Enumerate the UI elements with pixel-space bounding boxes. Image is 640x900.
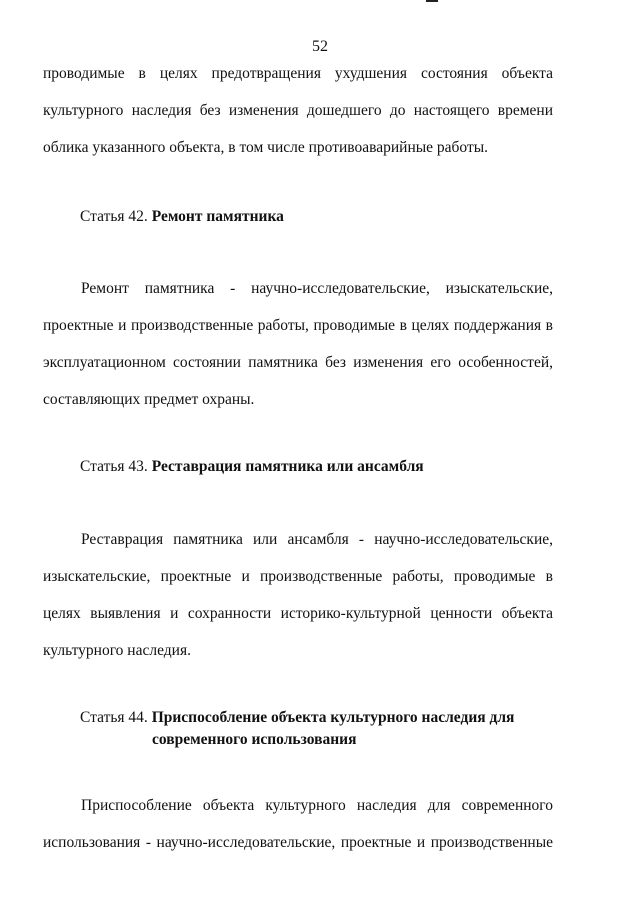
paragraph-line: культурного наследия без изменения дошедшего до настоящего времени [43, 102, 553, 119]
paragraph-line: проводимые в целях предотвращения ухудшения состояния объекта [43, 65, 553, 82]
article-43-body [43, 521, 553, 669]
paragraph-line: культурного наследия. [43, 642, 191, 659]
paragraph-line: облика указанного объекта, в том числе противоаварийные работы. [43, 139, 489, 156]
paragraph-line: использования - научно-исследовательские, проектные и производственные [43, 834, 553, 851]
paragraph-line: изыскательские, проектные и производственные работы, проводимые в [43, 568, 553, 585]
paragraph-line: проектные и производственные работы, проводимые в целях поддержания в [43, 317, 553, 334]
page-number: 52 [312, 38, 328, 55]
article-title: Ремонт памятника [151, 208, 284, 225]
article-43-heading [80, 456, 560, 478]
paragraph-line: составляющих предмет охраны. [43, 391, 255, 408]
intro-paragraph [43, 55, 553, 166]
article-42-heading [80, 206, 560, 228]
article-title: Приспособление объекта культурного наследия для [151, 709, 515, 726]
article-number: Статья 44. [80, 709, 148, 726]
article-42-body [43, 270, 553, 418]
paragraph-line: Приспособление объекта культурного наследия для современного [81, 797, 553, 814]
article-44-heading [80, 707, 560, 751]
article-number: Статья 43. [80, 458, 148, 475]
paragraph-line: Реставрация памятника или ансамбля - научно-исследовательские, [81, 531, 553, 548]
scan-mark [426, 0, 438, 2]
paragraph-line: Ремонт памятника - научно-исследовательские, изыскательские, [81, 280, 553, 297]
paragraph-line: эксплуатационном состоянии памятника без изменения его особенностей, [43, 354, 553, 371]
paragraph-line: целях выявления и сохранности историко-культурной ценности объекта [43, 605, 553, 622]
article-title: Реставрация памятника или ансамбля [151, 458, 424, 475]
article-number: Статья 42. [80, 208, 148, 225]
article-title-continuation: современного использования [152, 731, 357, 748]
article-44-body [43, 787, 553, 861]
